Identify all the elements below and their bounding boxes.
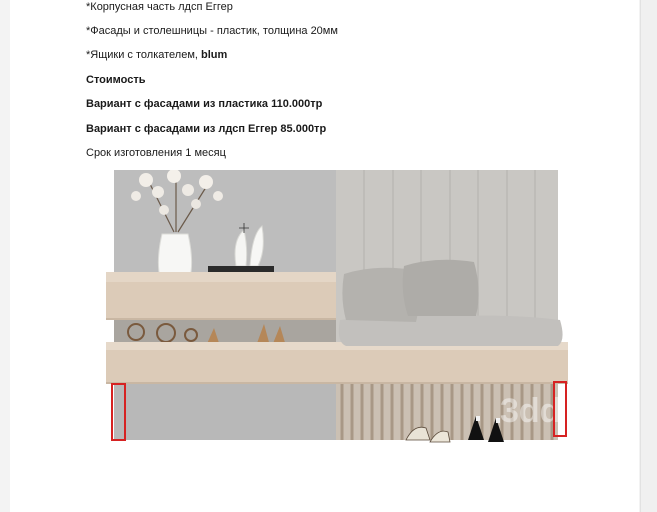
furniture-image: [96, 170, 596, 455]
price-heading: Стоимость: [86, 74, 146, 86]
spec-line-body: *Корпусная часть лдсп Еггер: [86, 1, 233, 13]
production-time-line: Срок изготовления 1 месяц: [86, 147, 226, 159]
upper-shelf-top: [106, 272, 336, 282]
bench-front: [106, 350, 568, 384]
price-plastic-option: Вариант с фасадами из пластика 110.000тр: [86, 98, 323, 110]
pillow-right: [403, 260, 479, 316]
vase: [158, 234, 191, 278]
watermark-logo: 3dd: [500, 392, 561, 430]
lower-wall-left: [114, 384, 336, 440]
spec-line-drawers: [86, 48, 227, 62]
book-stack: [208, 266, 274, 272]
spec-line-drawers-brand: blum: [201, 49, 228, 61]
price-ldsp-option: Вариант с фасадами из лдсп Еггер 85.000тр: [86, 123, 327, 135]
spec-line-facades: *Фасады и столешницы - пластик, толщина 20мм: [86, 25, 338, 37]
vertical-scrollbar[interactable]: [640, 0, 657, 512]
upper-shelf-front: [106, 282, 336, 320]
spec-line-drawers-text: *Ящики с толкателем,: [86, 49, 202, 61]
